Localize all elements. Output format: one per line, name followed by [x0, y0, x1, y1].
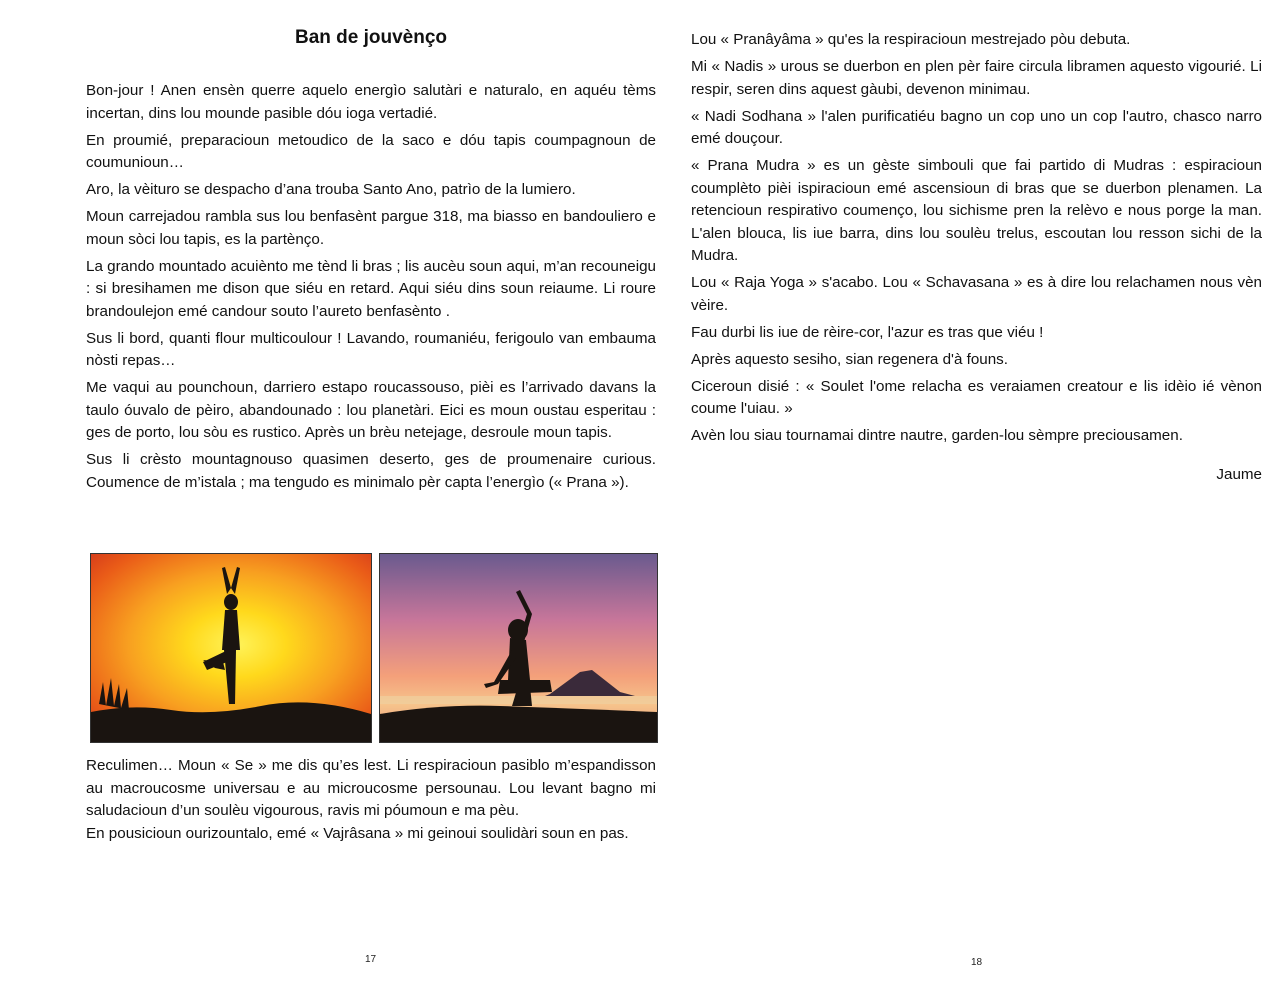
- paragraph: Ciceroun disié : « Soulet l'ome relacha es veraiamen creatour e lis idèio ié vènon coume l'uiau. »: [691, 377, 1262, 417]
- left-text-column: [86, 80, 656, 499]
- paragraph: Mi « Nadis » urous se duerbon en plen pèr faire circula libramen aquesto vigourié. Li respir, seren dins aquest gàubi, devenon minimau.: [691, 58, 1262, 98]
- page-number: 17: [365, 954, 377, 965]
- paragraph: Sus li crèsto mountagnouso quasimen deserto, ges de proumenaire curious. Coumence de m’istala ; ma tengudo es minimalo pèr capta l’energìo (« Prana »).: [86, 451, 656, 491]
- paragraph: Me vaqui au pounchoun, darriero estapo roucassouso, pièi es l’arrivado davans la taulo óuvalo de pèiro, abandounado : lou planetàri. Eici es moun oustau esperitau : ges de porto, lou sòu es rustico. Après un brèu netejage, desroule moun tapis.: [86, 379, 656, 441]
- paragraph: « Nadi Sodhana » l'alen purificatiéu bagno un cop uno un cop l'autro, chasco narro emé douçour.: [691, 107, 1262, 147]
- paragraph: Bon-jour ! Anen ensèn querre aquelo energìo salutàri e naturalo, en aquéu tèms incertan, dins lou mounde pasible dóu ioga vertadié.: [86, 82, 656, 122]
- paragraph: En proumié, preparacioun metoudico de la saco e dóu tapis coumpagnoun de coumunioun…: [86, 131, 656, 171]
- paragraph: Sus li bord, quanti flour multicoulour ! Lavando, roumaniéu, ferigoulo van embauma nòsti repas…: [86, 329, 656, 369]
- paragraph: Après aquesto sesiho, sian regenera d'à founs.: [691, 350, 1008, 368]
- article-title: Ban de jouvènço: [294, 27, 448, 48]
- paragraph: Aro, la vèituro se despacho d’ana trouba Santo Ano, patrìo de la lumiero.: [86, 181, 576, 198]
- paragraph: « Prana Mudra » es un gèste simbouli que fai partido di Mudras : espiracioun coumplèto pièi ispiracioun emé ascensioun di bras que se duerbon plenamen. La retencioun respirativo coumenço, lou sichisme pren la relèvo e nous porge la man. L'alen blouca, lis iue barra, dins lou soulèu trelus, escoutan lou resson sichi de la Mudra.: [691, 157, 1262, 264]
- paragraph: Moun carrejadou rambla sus lou benfasènt pargue 318, ma biasso en bandouliero e moun sòci lou tapis, es la partènço.: [86, 208, 656, 248]
- seated-yoga-dusk-photo: [379, 553, 658, 743]
- paragraph: Fau durbi lis iue de rèire-cor, l'azur es tras que viéu !: [691, 323, 1044, 341]
- paragraph: En pousicioun ourizountalo, emé « Vajrâsana » mi geinoui soulidàri soun en pas.: [86, 824, 629, 842]
- page-number: 18: [971, 957, 983, 968]
- author-signature: Jaume: [1216, 465, 1262, 483]
- paragraph: Lou « Raja Yoga » s'acabo. Lou « Schavasana » es à dire lou relachamen nous vèn vèire.: [691, 274, 1262, 314]
- tree-pose-sunset-photo: [90, 553, 372, 743]
- paragraph: La grando mountado acuiènto me tènd li bras ; lis aucèu soun aqui, m’an recouneigu : si bresihamen me dison que siéu en retard. Aqui siéu dins soun reiaume. Li roure brandoulejon emé candour souto l’aureto benfasènto .: [86, 257, 656, 320]
- paragraph: Reculimen… Moun « Se » me dis qu’es lest. Li respiracioun pasiblo m’espandisson au macroucosme universau e au microucosme persounau. Lou levant bagno mi saludacioun d’un soulèu vigourous, ravis mi póumoun e ma pèu.: [86, 757, 656, 819]
- left-text-column-bottom: [86, 755, 656, 845]
- right-text-column: [691, 29, 1262, 491]
- paragraph: Avèn lou siau tournamai dintre nautre, garden-lou sèmpre preciousamen.: [691, 427, 1183, 444]
- paragraph: Lou « Pranâyâma » qu'es la respiracioun mestrejado pòu debuta.: [691, 31, 1131, 48]
- right-page: [640, 0, 1280, 985]
